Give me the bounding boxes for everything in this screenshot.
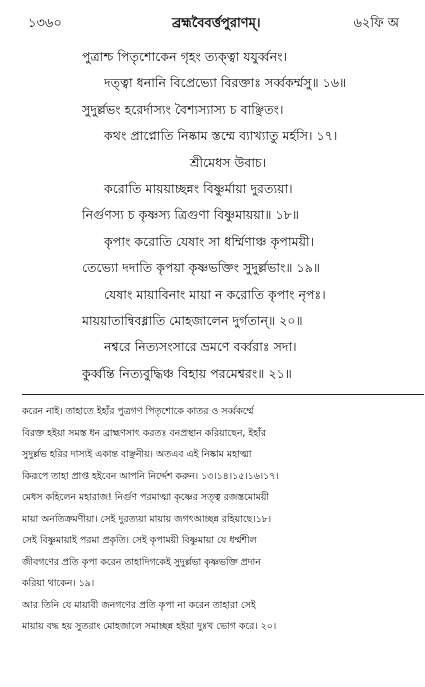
verse-line: করোতি মায়য়াচ্ছন্নং বিষ্ণুর্মায়া দুরত্যয়া।: [104, 181, 293, 197]
verse-line: পুত্রাশ্চ পিতৃশোকেন গৃহং ত্যক্ত্বা যযুর্ব্বনং।: [82, 49, 288, 64]
commentary-line: করিয়া থাকেন। ১৯।: [22, 578, 95, 590]
commentary-line: কিরূপে তাহা প্রাপ্ত হইবেন আপনি নির্দ্দেশ করুন। ১৩।১৪।১৫।১৬।১৭।: [22, 470, 279, 482]
commentary-line: বিরক্ত হইয়া সমস্ত ধন ব্রাহ্মণসাৎ করতঃ বনপ্রস্থান করিয়াছেন, ইহাঁর: [22, 427, 267, 439]
chapter-marker: ৬২ফি অ: [353, 16, 399, 31]
commentary-line: আর তিনি যে মায়াবী জনগণের প্রতি কৃপা না করেন তাহারা সেই: [22, 599, 256, 611]
commentary-line: সেই বিষ্ণুমায়াই পরমা প্রকৃতি। সেই কৃপাময়ী বিষ্ণুমায়া যে ধর্ম্মশীল: [22, 535, 257, 547]
commentary-line: মায়ায় বদ্ধ হয় সুতরাং মোহজালে সমাচ্ছন্ন হইয়া দুঃখ ভোগ করে। ২০।: [22, 621, 277, 633]
verse-line: কথং প্রাপ্নোতি নিষ্কাম স্তম্মে ব্যাখ্যাতু মর্হসি। ১৭।: [104, 128, 338, 144]
verse-line: কৃপাং করোতি যেষাং সা ধর্ম্মিণাঞ্চ কৃপাময়ী।: [104, 233, 315, 249]
running-title: ব্রহ্মবৈবর্ত্তপুরাণম্।: [172, 16, 261, 31]
commentary-line: মেধস কহিলেন মহারাজ! নির্গুণ পরমাত্মা কৃষ্ণের সত্ত্ব রজস্তমোময়ী: [22, 492, 270, 504]
page-header: [22, 8, 411, 32]
verse-line: সুদুর্ল্লভং হরের্দাস্যং বৈশ্যস্যাস্য চ বাঞ্ছিতং।: [82, 101, 284, 117]
commentary-line: সুদুর্ল্লভ হরির দাস্যই একান্ত বাঞ্ছনীয়। অতএব এই নিষ্কাম মহাত্মা: [22, 449, 252, 461]
verse-block: [22, 44, 411, 387]
commentary-line: মায়া অনতিক্রমণীয়া। সেই দুরত্যয়া মায়ায় জগৎআচ্ছন্ন রহিয়াছে।১৮।: [22, 513, 272, 525]
verse-line: তেভ্যো দদাতি কৃপয়া কৃষ্ণভক্তিং সুদুর্ল্লভাং॥ ১৯॥: [82, 260, 321, 276]
commentary-line: জীবগণের প্রতি কৃপা করেন তাহাদিগকেই সুদুর্ল্লভা কৃষ্ণভক্তি প্রদান: [22, 556, 261, 568]
verse-line: যেষাং মায়াবিনাং মায়া ন করোতি কৃপাং নৃপঃ।: [104, 286, 326, 302]
verse-line: মায়য়াতান্বিবধ্নাতি মোহজালেন দুর্গতান্॥ ২০॥: [82, 313, 303, 329]
commentary-block: [22, 401, 411, 638]
verse-line: কুর্ব্বন্তি নিত্যবুদ্ধিঞ্চ বিহায় পরমেশ্বরং॥ ২১॥: [82, 365, 292, 381]
section-divider: [22, 394, 424, 395]
verse-line: নশ্বরে নিত্যসংসারে ভ্রমণে বর্ব্বরাঃ সদা।: [104, 339, 297, 355]
verse-line: নির্গুণস্য চ কৃষ্ণস্য ত্রিগুণা বিষ্ণুমায়য়া॥ ১৮॥: [82, 207, 299, 223]
commentary-line: করেন নাই। তাহাতে ইহাঁর পুত্রগণ পিতৃশোকে কাতর ও সর্ব্বকর্ম্মে: [22, 406, 254, 418]
speaker-heading: শ্রীমেধস উবাচ।: [190, 154, 267, 170]
page-number: ১৩৬০: [28, 16, 62, 31]
verse-line: দত্ত্বা ধনানি বিপ্রেভ্যো বিরক্তাঃ সর্ব্বকর্ম্মসু॥ ১৬॥: [104, 75, 347, 91]
